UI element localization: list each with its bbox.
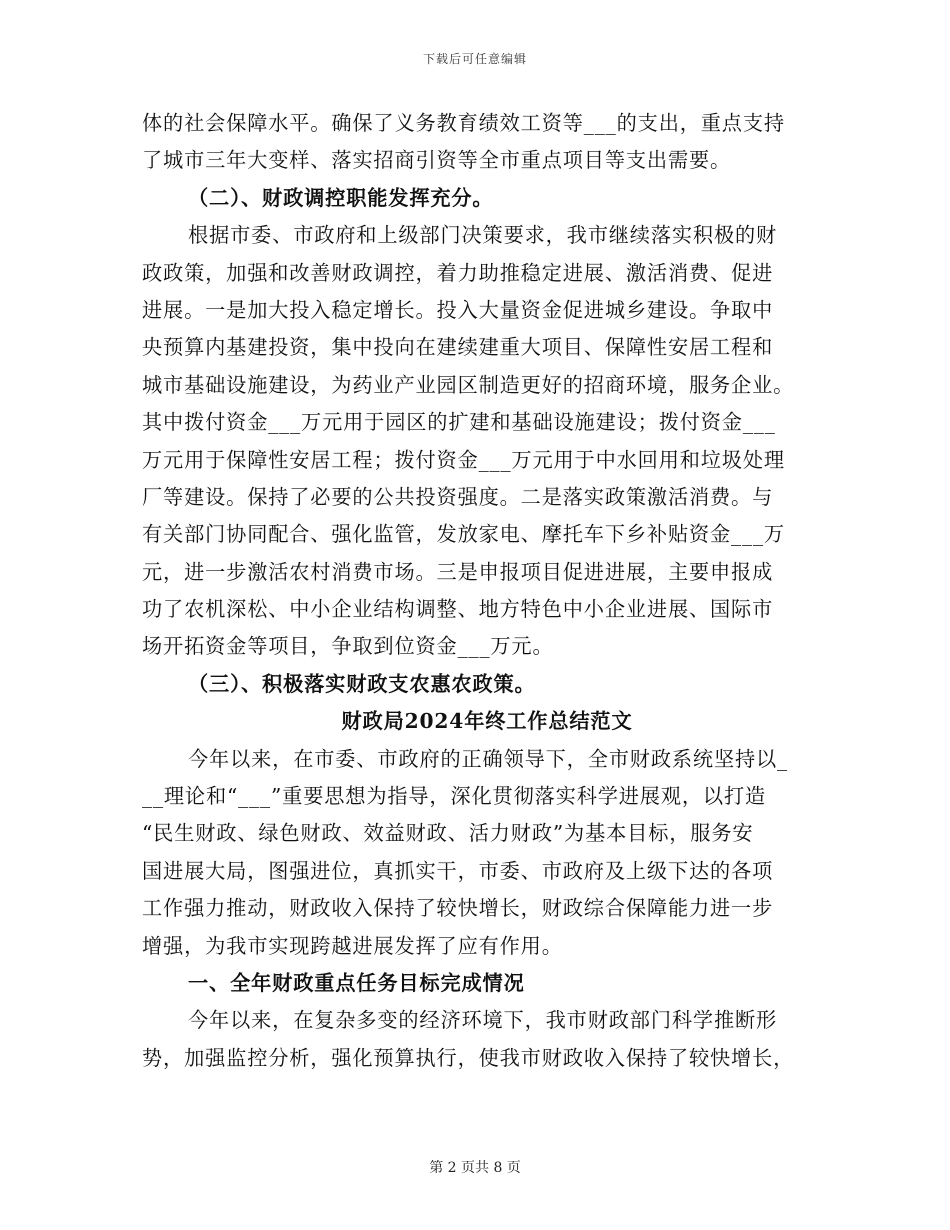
section-heading-1: 一、全年财政重点任务目标完成情况	[188, 970, 525, 995]
body-line: 增强，为我市实现跨越进展发挥了应有作用。	[142, 933, 563, 958]
body-line: 万元用于保障性安居工程；拨付资金___万元用于中水回用和垃圾处理	[142, 447, 785, 472]
body-line: 厂等建设。保持了必要的公共投资强度。二是落实政策激活消费。与	[142, 484, 774, 509]
body-line: 元，进一步激活农村消费市场。三是申报项目促进进展，主要申报成	[142, 559, 774, 584]
body-line: “民生财政、绿色财政、效益财政、活力财政”为基本目标，服务安	[142, 821, 754, 846]
body-line: 央预算内基建投资，集中投向在建续建重大项目、保障性安居工程和	[142, 335, 774, 360]
body-line: 功了农机深松、中小企业结构调整、地方特色中小企业进展、国际市	[142, 597, 774, 622]
body-line: 国进展大局，图强进位，真抓实干，市委、市政府及上级下达的各项	[142, 858, 774, 883]
document-body	[142, 105, 806, 1077]
body-line: 场开拓资金等项目，争取到位资金___万元。	[142, 634, 554, 659]
paragraph-start: 今年以来，在复杂多变的经济环境下，我市财政部门科学推断形	[188, 1008, 778, 1033]
section-heading-2: （二）、财政调控职能发挥充分。	[188, 185, 494, 210]
paragraph-start: 今年以来，在市委、市政府的正确领导下，全市财政系统坚持以_	[188, 746, 788, 771]
body-line: 势，加强监控分析，强化预算执行，使我市财政收入保持了较快增长，	[142, 1045, 795, 1070]
body-line: 其中拨付资金___万元用于园区的扩建和基础设施建设；拨付资金___	[142, 410, 776, 435]
page-header-note: 下载后可任意编辑	[422, 52, 527, 66]
body-line: 城市基础设施建设，为药业产业园区制造更好的招商环境，服务企业。	[142, 372, 795, 397]
body-line: __理论和“___”重要思想为指导，深化贯彻落实科学进展观，以打造	[142, 784, 767, 809]
body-line: 体的社会保障水平。确保了义务教育绩效工资等___的支出，重点支持	[142, 111, 785, 135]
section-heading-3: （三）、积极落实财政支农惠农政策。	[188, 671, 536, 696]
body-line: 进展。一是加大投入稳定增长。投入大量资金促进城乡建设。争取中	[142, 297, 774, 322]
document-title: 财政局2024年终工作总结范文	[341, 709, 633, 734]
paragraph-start: 根据市委、市政府和上级部门决策要求，我市继续落实积极的财	[188, 223, 778, 248]
body-line: 了城市三年大变样、落实招商引资等全市重点项目等支出需要。	[142, 148, 732, 173]
body-line: 政政策，加强和改善财政调控，着力助推稳定进展、激活消费、促进	[142, 260, 774, 285]
body-line: 有关部门协同配合、强化监管，发放家电、摩托车下乡补贴资金___万	[142, 522, 785, 547]
body-line: 工作强力推动，财政收入保持了较快增长，财政综合保障能力进一步	[142, 896, 774, 921]
page-number: 第 2 页共 8 页	[429, 1160, 521, 1176]
